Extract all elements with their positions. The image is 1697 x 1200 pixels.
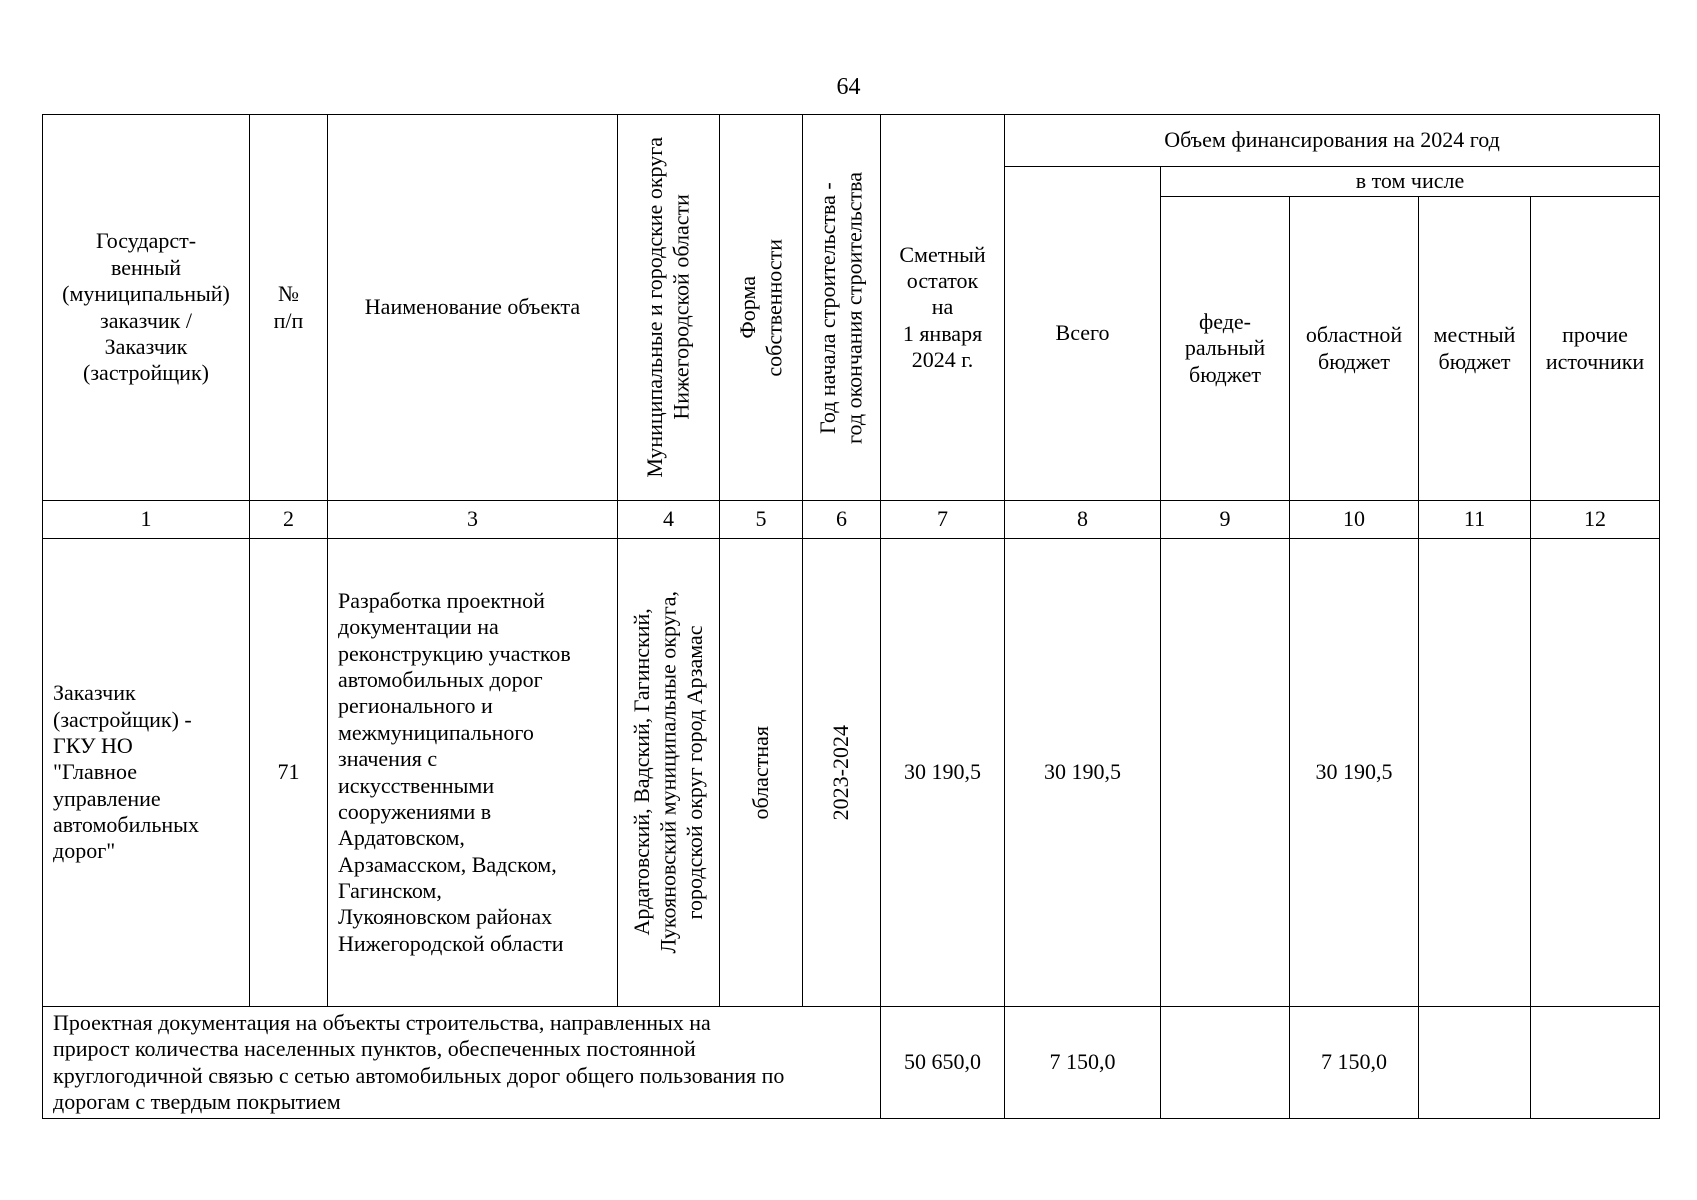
header-remaining: Сметный остаток на 1 января 2024 г. xyxy=(881,115,1005,501)
row-regional: 30 190,5 xyxy=(1290,539,1419,1007)
row-local xyxy=(1419,539,1531,1007)
summary-federal xyxy=(1161,1007,1290,1119)
header-years xyxy=(803,115,881,501)
summary-text: Проектная документация на объекты строительства, направленных на прирост количества населенных пунктов, обеспеченных постоянной круглогодичной связью с сетью автомобильных дорог общего пользования по дорогам с твердым покрытием xyxy=(43,1007,881,1119)
column-number: 6 xyxy=(803,501,881,539)
column-numbers-row xyxy=(43,501,1660,539)
header-regional: областной бюджет xyxy=(1290,197,1419,501)
header-federal: феде- ральный бюджет xyxy=(1161,197,1290,501)
header-including: в том числе xyxy=(1161,167,1660,197)
row-municipalities-text: Ардатовский, Вадский, Гагинский, Лукояновский муниципальные округа, городской округ город Арзамас xyxy=(628,591,707,954)
header-object-name: Наименование объекта xyxy=(328,115,618,501)
row-years xyxy=(803,539,881,1007)
financing-table xyxy=(42,114,1660,1119)
header-ownership-label: Форма собственности xyxy=(734,238,786,377)
header-customer: Государст- венный (муниципальный) заказчик / Заказчик (застройщик) xyxy=(43,115,250,501)
row-total: 30 190,5 xyxy=(1005,539,1161,1007)
column-number: 5 xyxy=(720,501,803,539)
header-municipalities xyxy=(618,115,720,501)
column-number: 3 xyxy=(328,501,618,539)
header-number: № п/п xyxy=(250,115,328,501)
summary-row xyxy=(43,1007,1660,1119)
summary-local xyxy=(1419,1007,1531,1119)
header-row-1 xyxy=(43,115,1660,167)
row-customer: Заказчик (застройщик) - ГКУ НО "Главное управление автомобильных дорог" xyxy=(43,539,250,1007)
row-municipalities xyxy=(618,539,720,1007)
column-number: 10 xyxy=(1290,501,1419,539)
table-row xyxy=(43,539,1660,1007)
summary-regional: 7 150,0 xyxy=(1290,1007,1419,1119)
row-remaining: 30 190,5 xyxy=(881,539,1005,1007)
column-number: 2 xyxy=(250,501,328,539)
column-number: 4 xyxy=(618,501,720,539)
row-object-name: Разработка проектной документации на реконструкцию участков автомобильных дорог регионального и межмуниципального значения с искусственными сооружениями в Ардатовском, Арзамасском, Вадском, Гагинском, Лукояновском районах Нижегородской области xyxy=(328,539,618,1007)
summary-other xyxy=(1531,1007,1660,1119)
summary-remaining: 50 650,0 xyxy=(881,1007,1005,1119)
header-local: местный бюджет xyxy=(1419,197,1531,501)
row-years-text: 2023-2024 xyxy=(828,724,854,821)
header-years-label: Год начала строительства - год окончания строительства xyxy=(815,171,867,444)
row-other xyxy=(1531,539,1660,1007)
header-other: прочие источники xyxy=(1531,197,1660,501)
summary-total: 7 150,0 xyxy=(1005,1007,1161,1119)
row-ownership-text: областная xyxy=(747,725,773,820)
column-number: 9 xyxy=(1161,501,1290,539)
column-number: 1 xyxy=(43,501,250,539)
column-number: 12 xyxy=(1531,501,1660,539)
column-number: 8 xyxy=(1005,501,1161,539)
page-number: 64 xyxy=(836,74,861,100)
row-federal xyxy=(1161,539,1290,1007)
header-ownership xyxy=(720,115,803,501)
column-number: 7 xyxy=(881,501,1005,539)
header-municipalities-label: Муниципальные и городские округа Нижегородской области xyxy=(642,137,694,478)
row-number: 71 xyxy=(250,539,328,1007)
row-ownership xyxy=(720,539,803,1007)
header-total: Всего xyxy=(1005,167,1161,501)
column-number: 11 xyxy=(1419,501,1531,539)
header-financing: Объем финансирования на 2024 год xyxy=(1005,115,1660,167)
